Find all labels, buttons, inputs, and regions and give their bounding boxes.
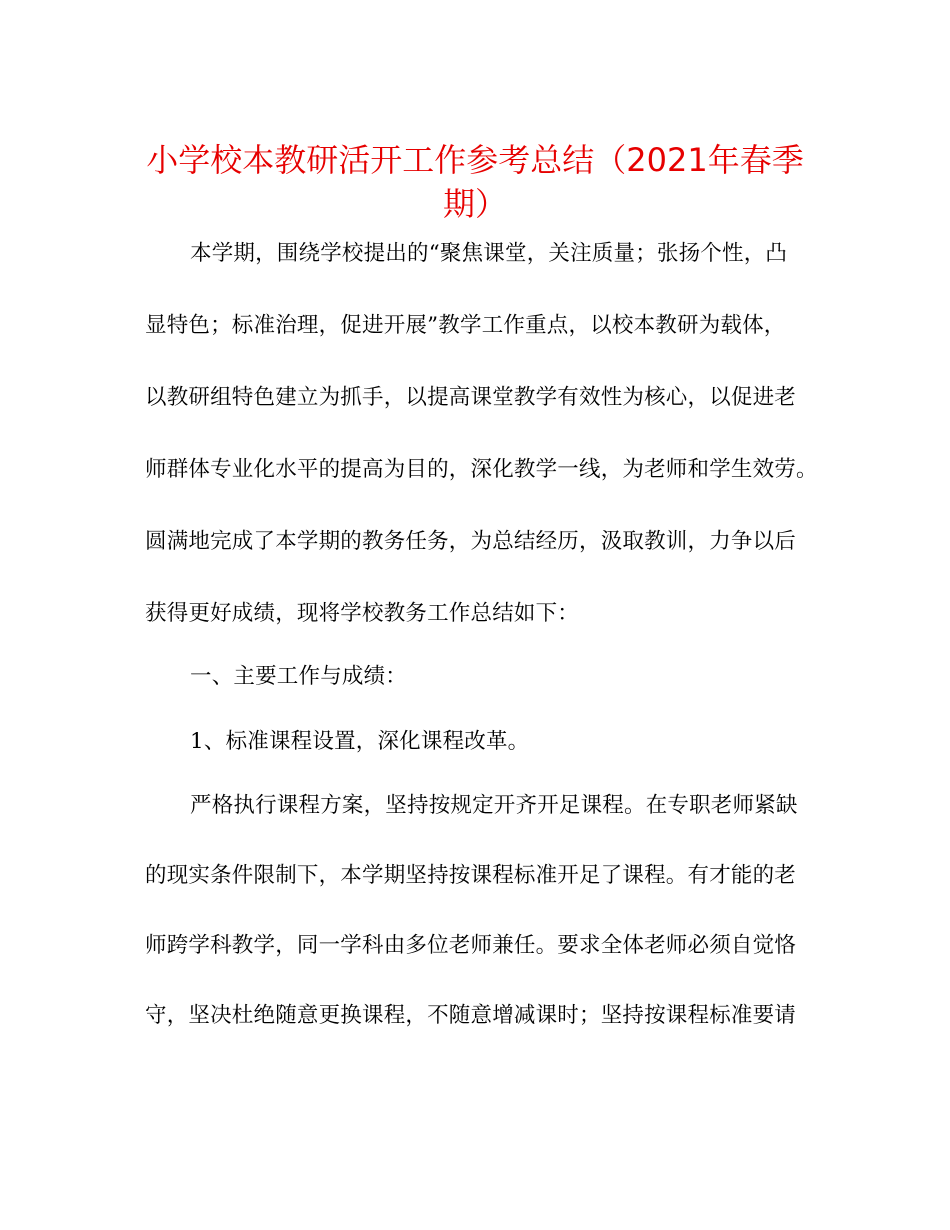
paragraph-line-10: 守，坚决杜绝随意更换课程，不随意增减课时；坚持按课程标准要请	[145, 1003, 797, 1028]
paragraph-line-8: 的现实条件限制下，本学期坚持按课程标准开足了课程。有才能的老	[145, 863, 797, 888]
document-title-line-2: 期）	[442, 185, 507, 223]
section-heading-main-work: 一、主要工作与成绩：	[190, 664, 408, 689]
document-title-line-1: 小学校本教研活开工作参考总结（2021年春季	[146, 141, 804, 179]
paragraph-line-7: 严格执行课程方案，坚持按规定开齐开足课程。在专职老师紧缺	[190, 793, 798, 818]
paragraph-line-3: 以教研组特色建立为抓手，以提高课堂教学有效性为核心，以促进老	[145, 385, 797, 410]
paragraph-line-1: 本学期，围绕学校提出的“聚焦课堂，关注质量；张扬个性，凸	[190, 241, 788, 266]
paragraph-line-5: 圆满地完成了本学期的教务任务，为总结经历，汲取教训，力争以后	[145, 529, 797, 554]
subsection-heading-curriculum: 1、标准课程设置，深化课程改革。	[190, 729, 530, 754]
paragraph-line-2: 显特色；标准治理，促进开展”教学工作重点，以校本教研为载体，	[145, 313, 786, 338]
paragraph-line-6: 获得更好成绩，现将学校教务工作总结如下：	[145, 601, 580, 626]
paragraph-line-9: 师跨学科教学，同一学科由多位老师兼任。要求全体老师必须自觉恪	[145, 933, 797, 958]
paragraph-line-4: 师群体专业化水平的提高为目的，深化教学一线，为老师和学生效劳。	[145, 457, 818, 482]
